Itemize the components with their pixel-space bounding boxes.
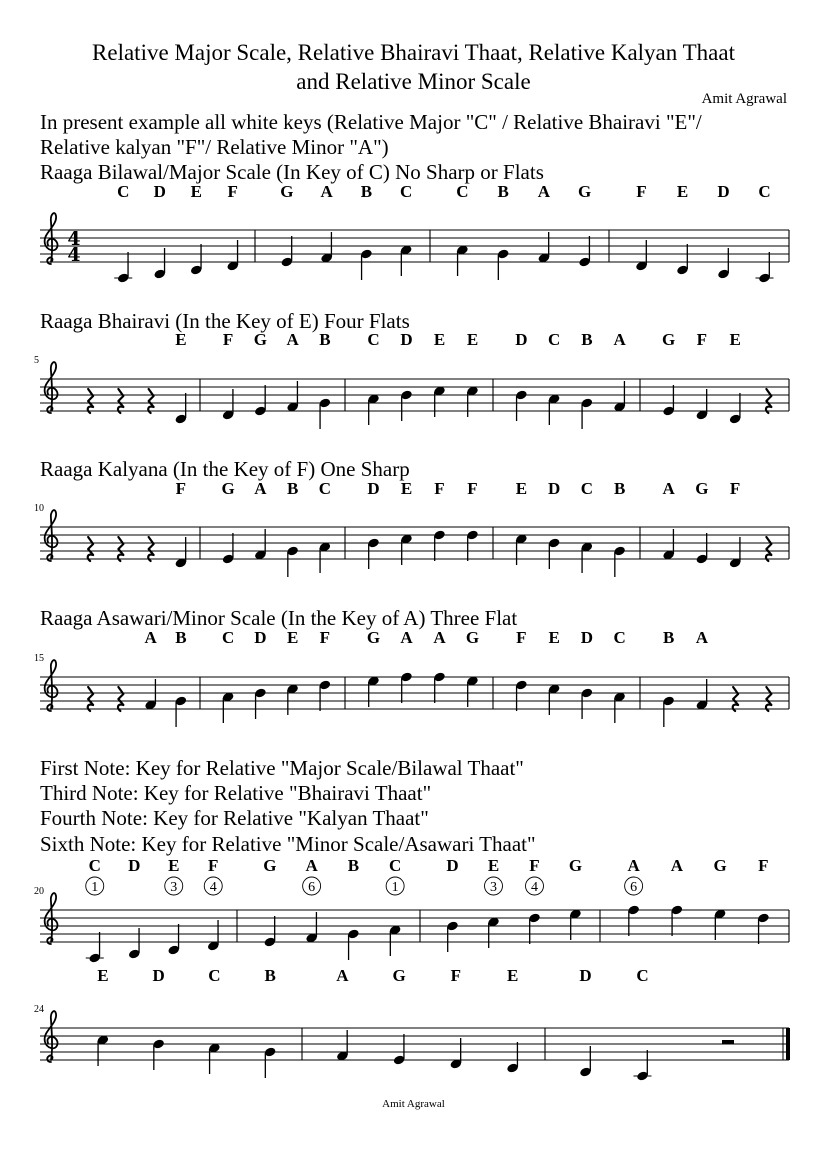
note-name-label: E bbox=[400, 479, 413, 498]
note-name-label: B bbox=[319, 330, 331, 349]
footer-credit: Amit Agrawal bbox=[382, 1098, 445, 1110]
note-name-label: E bbox=[506, 966, 519, 985]
note-name-label: A bbox=[670, 856, 684, 875]
note-name-label: F bbox=[529, 856, 540, 875]
note-name-label: F bbox=[467, 479, 478, 498]
quarter-rest bbox=[118, 537, 123, 561]
quarter-rest bbox=[88, 389, 93, 413]
treble-clef-path bbox=[45, 213, 58, 264]
treble-clef-path bbox=[45, 660, 58, 711]
measure-number: 15 bbox=[34, 653, 44, 664]
note-name-label: G bbox=[221, 479, 235, 498]
note-name-label: E bbox=[190, 182, 202, 201]
note-name-label: D bbox=[547, 479, 561, 498]
note-name-label: A bbox=[144, 628, 157, 647]
note-name-label: D bbox=[128, 856, 141, 875]
note-key-line-4: Sixth Note: Key for Relative "Minor Scale/Asawari Thaat" bbox=[40, 832, 536, 856]
note-name-label: C bbox=[208, 966, 221, 985]
note-name-label: D bbox=[446, 856, 459, 875]
note-name-label: G bbox=[253, 330, 267, 349]
note-name-label: C bbox=[580, 479, 594, 498]
note-name-label: F bbox=[227, 182, 238, 201]
note-name-label: E bbox=[466, 330, 479, 349]
note-name-label: F bbox=[175, 479, 187, 498]
heading-asawari: Raaga Asawari/Minor Scale (In the Key of A) Three Flat bbox=[40, 606, 518, 630]
note-name-label: G bbox=[366, 628, 381, 647]
note-name-label: B bbox=[497, 182, 509, 201]
treble-clef-path bbox=[45, 362, 58, 413]
note-name-label: B bbox=[360, 182, 373, 201]
note-name-label: D bbox=[579, 966, 592, 985]
note-key-line-2: Third Note: Key for Relative "Bhairavi Thaat" bbox=[40, 781, 432, 805]
half-rest bbox=[722, 1040, 734, 1044]
treble-clef-icon bbox=[45, 213, 58, 264]
note-name-label: D bbox=[152, 966, 165, 985]
note-name-label: E bbox=[515, 479, 528, 498]
note-key-line-3: Fourth Note: Key for Relative "Kalyan Thaat" bbox=[40, 806, 429, 830]
treble-clef-path bbox=[45, 893, 58, 944]
time-signature bbox=[67, 228, 80, 266]
note-name-label: G bbox=[392, 966, 406, 985]
note-name-label: A bbox=[336, 966, 349, 985]
note-name-label: C bbox=[367, 330, 380, 349]
note-name-label: F bbox=[636, 182, 647, 201]
quarter-rest bbox=[118, 389, 123, 413]
note-name-label: C bbox=[88, 856, 101, 875]
fingering-number: 1 bbox=[391, 880, 399, 895]
measure-number: 10 bbox=[34, 503, 44, 514]
quarter-rest bbox=[766, 389, 771, 413]
measure-number: 5 bbox=[34, 355, 39, 366]
measure-number: 20 bbox=[34, 886, 44, 897]
note-key-line-1: First Note: Key for Relative "Major Scale/Bilawal Thaat" bbox=[40, 756, 524, 780]
note-name-label: F bbox=[434, 479, 445, 498]
note-name-label: B bbox=[286, 479, 299, 498]
note-name-label: F bbox=[696, 330, 708, 349]
note-name-label: E bbox=[676, 182, 689, 201]
note-name-label: C bbox=[636, 966, 649, 985]
note-name-label: G bbox=[662, 330, 676, 349]
fingering-number: 4 bbox=[531, 880, 538, 895]
title-line-1: Relative Major Scale, Relative Bhairavi Thaat, Relative Kalyan Thaat bbox=[92, 40, 735, 65]
note-name-label: A bbox=[305, 856, 318, 875]
note-name-label: C bbox=[221, 628, 235, 647]
note-name-label: D bbox=[153, 182, 166, 201]
note-name-label: A bbox=[613, 330, 626, 349]
treble-clef-icon bbox=[45, 893, 58, 944]
note-name-label: D bbox=[367, 479, 380, 498]
fingering-number: 6 bbox=[308, 880, 316, 895]
note-name-label: F bbox=[208, 856, 219, 875]
note-name-label: C bbox=[547, 330, 561, 349]
note-name-label: A bbox=[286, 330, 299, 349]
quarter-rest bbox=[733, 687, 738, 711]
note-name-label: E bbox=[286, 628, 299, 647]
note-name-label: C bbox=[613, 628, 626, 647]
note-name-label: C bbox=[117, 182, 130, 201]
note-name-label: B bbox=[613, 479, 626, 498]
heading-bhairavi: Raaga Bhairavi (In the Key of E) Four Flats bbox=[40, 309, 410, 333]
note-name-label: C bbox=[399, 182, 413, 201]
note-name-label: G bbox=[695, 479, 709, 498]
note-name-label: D bbox=[717, 182, 730, 201]
heading-kalyana: Raaga Kalyana (In the Key of F) One Sharp bbox=[40, 457, 410, 481]
note-name-label: E bbox=[97, 966, 109, 985]
fingering-number: 1 bbox=[91, 880, 99, 895]
title-line-2: and Relative Minor Scale bbox=[296, 69, 531, 94]
final-barline bbox=[786, 1028, 790, 1060]
note-name-label: F bbox=[319, 628, 331, 647]
treble-clef-icon bbox=[45, 660, 58, 711]
note-name-label: C bbox=[388, 856, 402, 875]
heading-bilawal: Raaga Bilawal/Major Scale (In Key of C) No Sharp or Flats bbox=[40, 160, 544, 184]
note-name-label: C bbox=[758, 182, 771, 201]
fingering-number: 6 bbox=[630, 880, 638, 895]
note-name-label: B bbox=[347, 856, 360, 875]
note-name-label: E bbox=[175, 330, 187, 349]
composer-name: Amit Agrawal bbox=[701, 91, 787, 107]
note-name-label: F bbox=[729, 479, 741, 498]
quarter-rest bbox=[118, 687, 123, 711]
treble-clef-icon bbox=[45, 362, 58, 413]
quarter-rest bbox=[766, 687, 771, 711]
note-name-label: B bbox=[264, 966, 276, 985]
note-name-label: G bbox=[568, 856, 583, 875]
note-name-label: D bbox=[254, 628, 267, 647]
note-name-label: G bbox=[578, 182, 592, 201]
note-name-label: A bbox=[320, 182, 333, 201]
note-name-label: B bbox=[581, 330, 593, 349]
quarter-rest bbox=[766, 537, 771, 561]
quarter-rest bbox=[148, 389, 153, 413]
note-name-label: B bbox=[662, 628, 675, 647]
note-name-label: F bbox=[758, 856, 769, 875]
note-name-label: D bbox=[400, 330, 413, 349]
note-name-label: A bbox=[254, 479, 267, 498]
note-name-label: A bbox=[627, 856, 640, 875]
intro-line-1: In present example all white keys (Relative Major "C" / Relative Bhairavi "E"/ bbox=[40, 110, 702, 134]
treble-clef-icon bbox=[45, 510, 58, 561]
note-name-label: E bbox=[168, 856, 180, 875]
note-name-label: A bbox=[537, 182, 551, 201]
note-name-label: G bbox=[713, 856, 727, 875]
note-name-label: A bbox=[433, 628, 446, 647]
note-name-label: G bbox=[263, 856, 277, 875]
note-name-label: B bbox=[175, 628, 187, 647]
measure-number: 24 bbox=[34, 1004, 44, 1015]
note-name-label: E bbox=[487, 856, 500, 875]
note-name-label: C bbox=[318, 479, 332, 498]
treble-clef-path bbox=[45, 510, 58, 561]
note-name-label: A bbox=[695, 628, 709, 647]
note-name-label: D bbox=[515, 330, 528, 349]
note-name-label: C bbox=[456, 182, 469, 201]
fingering-number: 4 bbox=[209, 880, 217, 895]
fingering-number: 3 bbox=[490, 880, 497, 895]
note-name-label: E bbox=[433, 330, 446, 349]
intro-line-2: Relative kalyan "F"/ Relative Minor "A") bbox=[40, 135, 389, 159]
quarter-rest bbox=[148, 537, 153, 561]
time-signature-digit: 4 bbox=[67, 228, 81, 250]
note-name-label: E bbox=[548, 628, 560, 647]
note-name-label: F bbox=[516, 628, 527, 647]
note-name-label: F bbox=[222, 330, 234, 349]
note-name-label: D bbox=[580, 628, 594, 647]
note-name-label: F bbox=[450, 966, 462, 985]
note-name-label: E bbox=[729, 330, 741, 349]
time-signature-digit: 4 bbox=[67, 244, 81, 266]
fingering-number: 3 bbox=[170, 880, 178, 895]
note-name-label: A bbox=[400, 628, 413, 647]
treble-clef-icon bbox=[45, 1011, 58, 1062]
treble-clef-path bbox=[45, 1011, 58, 1062]
note-name-label: G bbox=[465, 628, 480, 647]
quarter-rest bbox=[88, 687, 93, 711]
quarter-rest bbox=[88, 537, 93, 561]
note-name-label: G bbox=[280, 182, 294, 201]
note-name-label: A bbox=[662, 479, 675, 498]
